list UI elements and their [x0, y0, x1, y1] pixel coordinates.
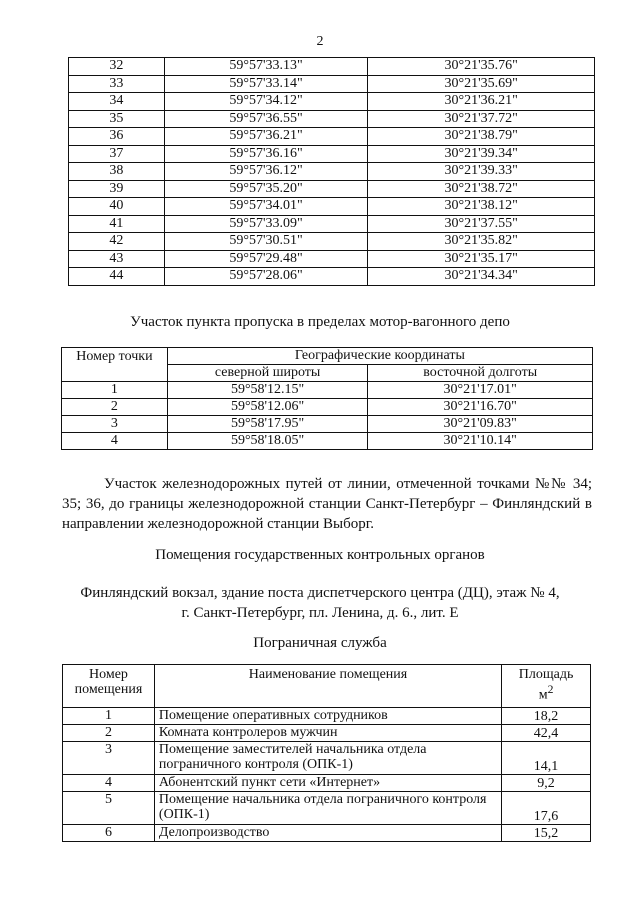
table-row: [69, 198, 595, 216]
page-number: 2: [316, 34, 324, 49]
north-latitude-cell: 59°57'33.09": [164, 215, 368, 233]
east-longitude-cell: 30°21'38.12": [368, 198, 595, 216]
header-point-number: Номер точки: [62, 348, 168, 382]
room-area-cell: 14,1: [502, 742, 591, 775]
east-longitude-cell: 30°21'39.34": [368, 145, 595, 163]
east-longitude-cell: 30°21'35.17": [368, 250, 595, 268]
room-area-cell: 9,2: [502, 775, 591, 792]
room-number-cell: 5: [63, 792, 155, 825]
table-row: [63, 825, 591, 842]
room-name-cell: Помещение оперативных сотрудников: [154, 708, 501, 725]
point-number-cell: 37: [69, 145, 165, 163]
header-room-name: Наименование помещения: [154, 665, 501, 708]
table-row: [63, 742, 591, 775]
table-row: [69, 233, 595, 251]
point-number-cell: 41: [69, 215, 165, 233]
room-name-cell: Помещение начальника отдела пограничного контроля (ОПК-1): [154, 792, 501, 825]
east-longitude-cell: 30°21'17.01": [368, 382, 593, 399]
east-longitude-cell: 30°21'37.55": [368, 215, 595, 233]
point-number-cell: 3: [62, 416, 168, 433]
point-number-cell: 1: [62, 382, 168, 399]
point-number-cell: 44: [69, 268, 165, 286]
table-row: [69, 75, 595, 93]
table-row: [69, 145, 595, 163]
east-longitude-cell: 30°21'09.83": [368, 416, 593, 433]
east-longitude-cell: 30°21'38.79": [368, 128, 595, 146]
table-row: [69, 268, 595, 286]
north-latitude-cell: 59°57'34.01": [164, 198, 368, 216]
header-geo-coordinates: Географические координаты: [167, 348, 592, 365]
east-longitude-cell: 30°21'36.21": [368, 93, 595, 111]
room-name-cell: Делопроизводство: [154, 825, 501, 842]
north-latitude-cell: 59°58'18.05": [167, 433, 368, 450]
room-number-cell: 6: [63, 825, 155, 842]
room-name-cell: Абонентский пункт сети «Интернет»: [154, 775, 501, 792]
room-number-cell: 3: [63, 742, 155, 775]
address-block: [0, 583, 640, 623]
north-latitude-cell: 59°57'36.16": [164, 145, 368, 163]
coordinates-table-continued: [68, 57, 595, 286]
east-longitude-cell: 30°21'38.72": [368, 180, 595, 198]
header-area-unit-sup: 2: [547, 683, 554, 696]
header-area-label: Площадь: [518, 667, 574, 682]
table-row: [63, 792, 591, 825]
north-latitude-cell: 59°57'28.06": [164, 268, 368, 286]
north-latitude-cell: 59°58'12.15": [167, 382, 368, 399]
point-number-cell: 2: [62, 399, 168, 416]
address-line-1: Финляндский вокзал, здание поста диспетчерского центра (ДЦ), этаж № 4,: [80, 585, 560, 601]
north-latitude-cell: 59°57'35.20": [164, 180, 368, 198]
header-area-unit: м: [538, 687, 548, 703]
table-row: [63, 775, 591, 792]
room-area-cell: 18,2: [502, 708, 591, 725]
table-row: [69, 250, 595, 268]
point-number-cell: 33: [69, 75, 165, 93]
point-number-cell: 42: [69, 233, 165, 251]
room-area-cell: 17,6: [502, 792, 591, 825]
table-row: [69, 128, 595, 146]
room-area-cell: 15,2: [502, 825, 591, 842]
point-number-cell: 39: [69, 180, 165, 198]
north-latitude-cell: 59°57'36.55": [164, 110, 368, 128]
table-row: [62, 433, 593, 450]
header-room-number: [63, 665, 155, 708]
table-row: [62, 382, 593, 399]
north-latitude-cell: 59°57'29.48": [164, 250, 368, 268]
point-number-cell: 40: [69, 198, 165, 216]
north-latitude-cell: 59°57'34.12": [164, 93, 368, 111]
header-room-area: [502, 665, 591, 708]
east-longitude-cell: 30°21'10.14": [368, 433, 593, 450]
point-number-cell: 34: [69, 93, 165, 111]
table-row: [69, 58, 595, 76]
point-number-cell: 4: [62, 433, 168, 450]
table-row: [69, 163, 595, 181]
east-longitude-cell: 30°21'37.72": [368, 110, 595, 128]
north-latitude-cell: 59°58'17.95": [167, 416, 368, 433]
room-number-cell: 2: [63, 725, 155, 742]
north-latitude-cell: 59°57'30.51": [164, 233, 368, 251]
east-longitude-cell: 30°21'16.70": [368, 399, 593, 416]
room-area-cell: 42,4: [502, 725, 591, 742]
table-row: [63, 708, 591, 725]
point-number-cell: 38: [69, 163, 165, 181]
north-latitude-cell: 59°57'33.13": [164, 58, 368, 76]
table-row: [62, 416, 593, 433]
room-number-cell: 1: [63, 708, 155, 725]
point-number-cell: 43: [69, 250, 165, 268]
header-room-number-line1: Номер: [88, 667, 128, 682]
offices-heading: Помещения государственных контрольных органов: [155, 547, 485, 563]
east-longitude-cell: 30°21'39.33": [368, 163, 595, 181]
header-north-latitude: северной широты: [167, 365, 368, 382]
table-row: [69, 93, 595, 111]
rooms-table: [62, 664, 591, 842]
room-number-cell: 4: [63, 775, 155, 792]
east-longitude-cell: 30°21'34.34": [368, 268, 595, 286]
railway-section-paragraph: Участок железнодорожных путей от линии, отмеченной точками №№ 34; 35; 36, до границы железнодорожной станции Санкт-Петербург – Финляндский в направлении железнодорожной станции Выборг.: [62, 476, 592, 532]
east-longitude-cell: 30°21'35.82": [368, 233, 595, 251]
east-longitude-cell: 30°21'35.76": [368, 58, 595, 76]
point-number-cell: 32: [69, 58, 165, 76]
point-number-cell: 35: [69, 110, 165, 128]
table-row: [69, 180, 595, 198]
table-row: [69, 110, 595, 128]
north-latitude-cell: 59°57'33.14": [164, 75, 368, 93]
header-room-number-line2: помещения: [74, 682, 143, 697]
east-longitude-cell: 30°21'35.69": [368, 75, 595, 93]
table-row: [63, 725, 591, 742]
border-service-heading: Пограничная служба: [253, 635, 387, 651]
depot-section-heading: Участок пункта пропуска в пределах мотор-вагонного депо: [130, 314, 510, 330]
north-latitude-cell: 59°57'36.21": [164, 128, 368, 146]
depot-coordinates-table: [61, 347, 593, 450]
north-latitude-cell: 59°58'12.06": [167, 399, 368, 416]
room-name-cell: Помещение заместителей начальника отдела пограничного контроля (ОПК-1): [154, 742, 501, 775]
room-name-cell: Комната контролеров мужчин: [154, 725, 501, 742]
table-row: [62, 399, 593, 416]
north-latitude-cell: 59°57'36.12": [164, 163, 368, 181]
address-line-2: г. Санкт-Петербург, пл. Ленина, д. 6., лит. Е: [181, 605, 459, 621]
table-row: [69, 215, 595, 233]
point-number-cell: 36: [69, 128, 165, 146]
header-east-longitude: восточной долготы: [368, 365, 593, 382]
